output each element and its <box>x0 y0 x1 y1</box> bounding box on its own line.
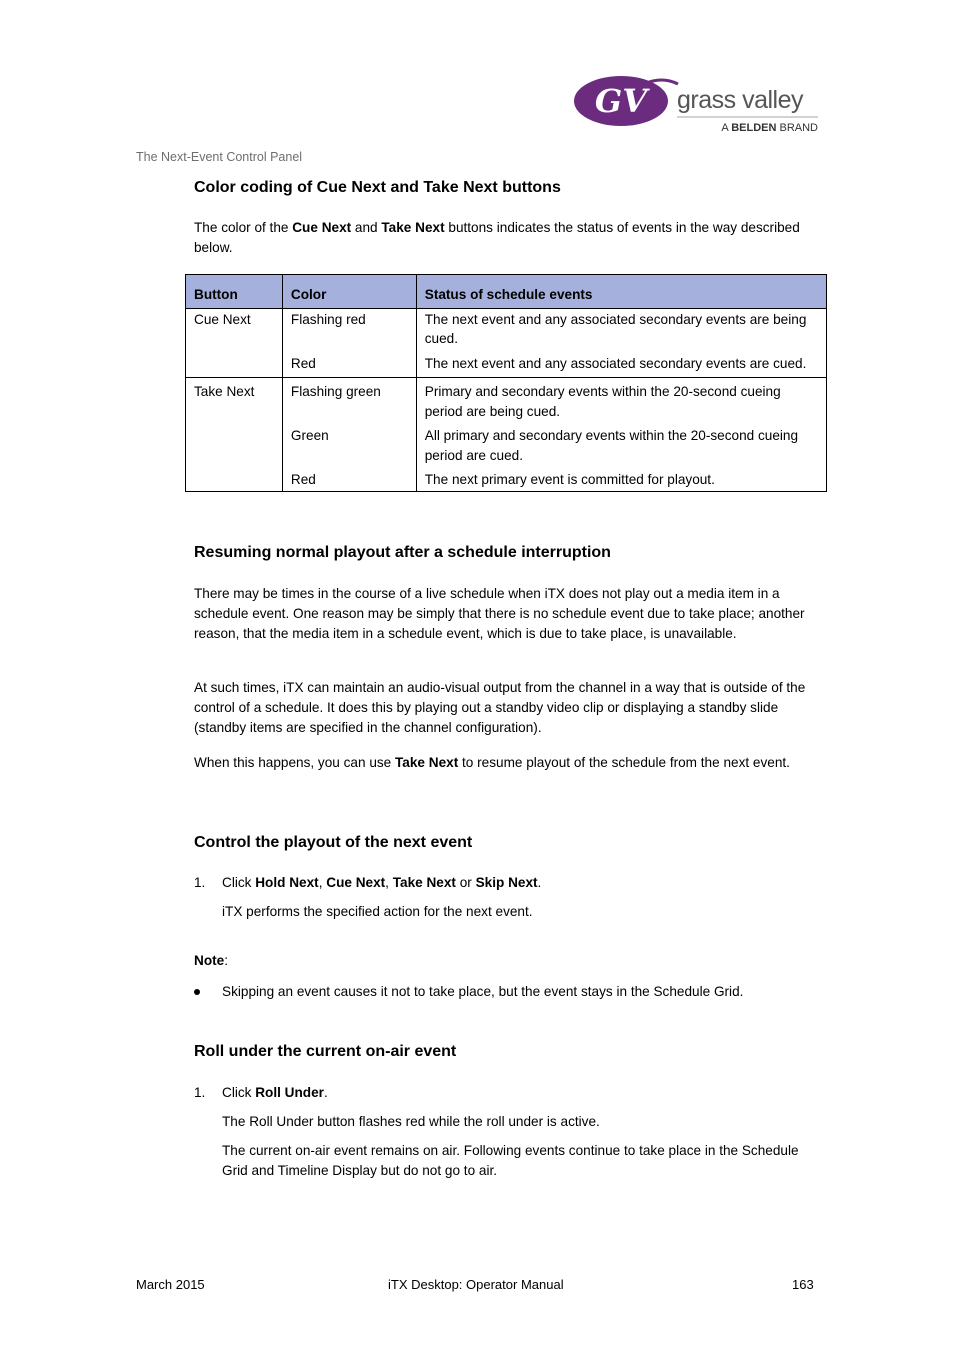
section-heading-control-playout: Control the playout of the next event <box>194 834 473 851</box>
table-cell-status: The next event and any associated secondary events are being cued. <box>416 308 826 350</box>
button-status-table <box>185 274 827 492</box>
section-heading-color-coding: Color coding of Cue Next and Take Next buttons <box>194 179 561 196</box>
table-header-row <box>186 275 827 309</box>
table-cell-button <box>186 466 283 491</box>
table-row <box>186 308 827 350</box>
table-cell-button <box>186 350 283 378</box>
resuming-para-3: When this happens, you can use Take Next to resume playout of the schedule from the next event. <box>194 755 790 770</box>
table-cell-button: Cue Next <box>186 308 283 350</box>
table-cell-color: Flashing red <box>282 308 416 350</box>
table-cell-color: Flashing green <box>282 378 416 423</box>
table-cell-button <box>186 422 283 466</box>
roll-under-result-1: The Roll Under button flashes red while the roll under is active. <box>222 1114 600 1129</box>
footer-page-number: 163 <box>792 1277 814 1292</box>
table-cell-button: Take Next <box>186 378 283 423</box>
table-header-cell: Status of schedule events <box>416 275 826 309</box>
footer-title: iTX Desktop: Operator Manual <box>388 1277 564 1292</box>
note-label: Note: <box>194 953 228 968</box>
section-heading-roll-under: Roll under the current on-air event <box>194 1043 457 1060</box>
resuming-para-2: At such times, iTX can maintain an audio-visual output from the channel in a way that is outside of the control of a schedule. It does this by playing out a standby video clip or displaying a standby slide (standby items are specified in the channel configuration). <box>194 680 806 735</box>
gv-logo-mark-icon <box>574 70 822 136</box>
table-header-cell: Color <box>282 275 416 309</box>
table-cell-color: Red <box>282 466 416 491</box>
step-number: 1. <box>194 1085 206 1100</box>
roll-under-step-1: Click Roll Under. <box>222 1085 328 1100</box>
roll-under-result-2: The current on-air event remains on air. Following events continue to take place in the Schedule Grid and Timeline Display but do not go to air. <box>222 1143 799 1178</box>
table-cell-status: All primary and secondary events within the 20-second cueing period are cued. <box>416 422 826 466</box>
control-playout-step-1-result: iTX performs the specified action for the next event. <box>222 904 533 919</box>
footer-date: March 2015 <box>136 1277 205 1292</box>
table-row <box>186 378 827 423</box>
resuming-para-1: There may be times in the course of a live schedule when iTX does not play out a media item in a schedule event. One reason may be simply that there is no schedule event due to take place; another reason, that the media item in a schedule event, which is due to take place, is unavailable. <box>194 586 805 641</box>
note-bullet-text: Skipping an event causes it not to take place, but the event stays in the Schedule Grid. <box>222 984 744 999</box>
grass-valley-logo <box>574 70 822 136</box>
step-number: 1. <box>194 875 206 890</box>
logo-mark-text: GV <box>594 82 648 120</box>
table-cell-color: Green <box>282 422 416 466</box>
control-playout-step-1: Click Hold Next, Cue Next, Take Next or Skip Next. <box>222 875 542 890</box>
section-heading-resuming-playout: Resuming normal playout after a schedule interruption <box>194 544 611 561</box>
bullet-icon <box>194 989 200 995</box>
table-cell-color: Red <box>282 350 416 378</box>
table-cell-status: The next event and any associated secondary events are cued. <box>416 350 826 378</box>
table-row <box>186 350 827 378</box>
table-row <box>186 422 827 466</box>
table-header-cell: Button <box>186 275 283 309</box>
table-row <box>186 466 827 491</box>
logo-wordmark: grass valley <box>677 86 803 114</box>
svg-text:A BELDEN BRAND: A BELDEN BRAND <box>721 122 818 134</box>
table-cell-status: The next primary event is committed for playout. <box>416 466 826 491</box>
running-header: The Next-Event Control Panel <box>136 150 303 164</box>
color-coding-intro: The color of the Cue Next and Take Next buttons indicates the status of events in the way described below. <box>194 220 800 255</box>
table-cell-status: Primary and secondary events within the 20-second cueing period are being cued. <box>416 378 826 423</box>
